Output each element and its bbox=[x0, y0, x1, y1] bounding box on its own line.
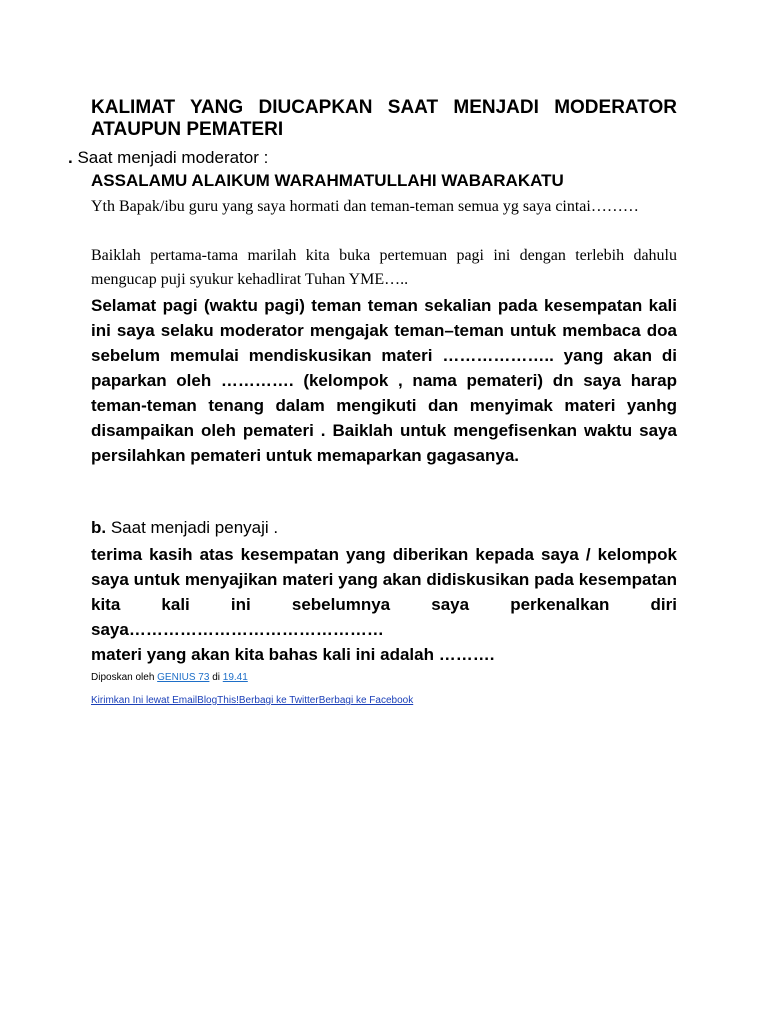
presenter-paragraph-2: materi yang akan kita bahas kali ini adalah ………. bbox=[91, 645, 495, 664]
share-links bbox=[91, 694, 413, 708]
share-email-link[interactable]: Kirimkan Ini lewat Email bbox=[91, 695, 198, 706]
greeting: ASSALAMU ALAIKUM WARAHMATULLAHI WABARAKATU bbox=[91, 171, 564, 190]
section-b-marker: b. bbox=[91, 518, 107, 537]
posted-by-label: Diposkan oleh bbox=[91, 672, 155, 683]
section-b-label: Saat menjadi penyaji . bbox=[110, 518, 279, 537]
page-title: KALIMAT YANG DIUCAPKAN SAAT MENJADI MODERATOR ATAUPUN PEMATERI bbox=[91, 97, 677, 140]
section-a-heading bbox=[68, 148, 268, 168]
moderator-paragraph-1: Yth Bapak/ibu guru yang saya hormati dan teman-teman semua yg saya cintai……… bbox=[91, 198, 639, 215]
section-b-heading bbox=[91, 517, 278, 539]
author-link[interactable]: GENIUS 73 bbox=[157, 672, 210, 683]
presenter-paragraph-1: terima kasih atas kesempatan yang diberikan kepada saya / kelompok saya untuk menyajikan materi yang akan didiskusikan pada kesempatan kita kali ini sebelumnya saya perkenalkan diri saya……………………………………… bbox=[91, 545, 677, 639]
posted-at-label: di bbox=[212, 672, 220, 683]
post-footer bbox=[91, 671, 248, 685]
section-a-marker: . bbox=[68, 148, 73, 167]
section-a-label: Saat menjadi moderator : bbox=[77, 148, 269, 167]
share-facebook-link[interactable]: Berbagi ke Facebook bbox=[318, 695, 414, 706]
post-time-link[interactable]: 19.41 bbox=[222, 672, 248, 683]
share-blogthis-link[interactable]: BlogThis! bbox=[197, 695, 239, 706]
moderator-paragraph-2: Baiklah pertama-tama marilah kita buka pertemuan pagi ini dengan terlebih dahulu mengucap puji syukur kehadlirat Tuhan YME….. bbox=[91, 247, 677, 288]
share-twitter-link[interactable]: Berbagi ke Twitter bbox=[238, 695, 319, 706]
moderator-paragraph-3: Selamat pagi (waktu pagi) teman teman sekalian pada kesempatan kali ini saya selaku moderator mengajak teman–teman untuk membaca doa sebelum memulai mendiskusikan materi ……………….. yang akan di paparkan oleh …………. (kelompok , nama pemateri) dn saya harap teman-teman tenang dalam mengikuti dan menyimak materi yanhg disampaikan oleh pemateri . Baiklah untuk mengefisenkan waktu saya persilahkan pemateri untuk memaparkan gagasanya. bbox=[91, 296, 677, 465]
